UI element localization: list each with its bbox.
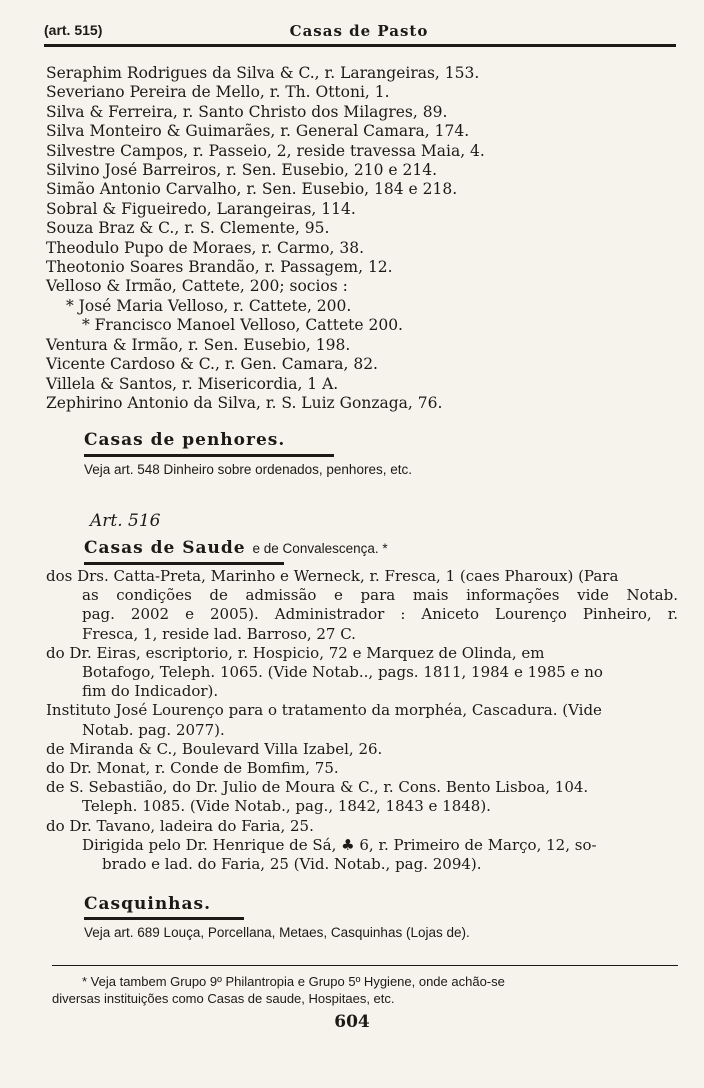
list-item-partner: * Francisco Manoel Velloso, Cattete 200. [82,316,403,335]
saude-entry-cont: Dirigida pelo Dr. Henrique de Sá, ♣ 6, r. Primeiro de Março, 12, so- [82,835,597,854]
section-note-penhores: Veja art. 548 Dinheiro sobre ordenados, penhores, etc. [84,462,412,477]
section-heading-casquinhas: Casquinhas. [84,894,212,914]
list-item: Seraphim Rodrigues da Silva & C., r. Larangeiras, 153. [46,64,480,82]
article-number: Art. 516 [90,511,161,531]
saude-entry-l1: Instituto José Lourenço para o tratamento da morphéa, Cascadura. (Vide [46,701,602,720]
section-rule [84,454,334,457]
section-rule [84,917,244,920]
list-item: Theotonio Soares Brandão, r. Passagem, 12. [46,258,393,277]
list-item: Theodulo Pupo de Moraes, r. Carmo, 38. [46,238,364,257]
list-item: Severiano Pereira de Mello, r. Th. Ottoni, 1. [46,83,390,102]
footnote [52,974,682,1007]
saude-entry-l1: dos Drs. Catta-Preta, Marinho e Werneck, r. Fresca, 1 (caes Pharoux) (Para [46,567,619,585]
section-heading-saude [84,538,388,558]
list-item: Simão Antonio Carvalho, r. Sen. Eusebio, 184 e 218. [46,180,458,199]
article-reference: (art. 515) [44,22,103,38]
section-rule [84,562,284,565]
section-note-casquinhas: Veja art. 689 Louça, Porcellana, Metaes, Casquinhas (Lojas de). [84,925,470,940]
list-item: Villela & Santos, r. Misericordia, 1 A. [46,374,339,393]
page-number: 604 [334,1012,370,1032]
saude-entry-l1: de S. Sebastião, do Dr. Julio de Moura & C., r. Cons. Bento Lisboa, 104. [46,778,589,797]
saude-entry-l1: de Miranda & C., Boulevard Villa Izabel, 26. [46,739,383,758]
list-item-partner: * José Maria Velloso, r. Cattete, 200. [66,296,352,315]
page-title: Casas de Pasto [289,22,429,40]
list-item: Zephirino Antonio da Silva, r. S. Luiz Gonzaga, 76. [46,393,443,412]
footnote-line: diversas instituições como Casas de saude, Hospitaes, etc. [52,990,395,1006]
section-heading-saude-title: Casas de Saude [84,538,246,558]
saude-entry-cont: fim do Indicador). [82,682,219,701]
footnote-line: * Veja tambem Grupo 9º Philantropia e Grupo 5º Hygiene, onde achão-se [82,974,505,989]
saude-entry-l1: do Dr. Tavano, ladeira do Faria, 25. [46,816,314,835]
list-item: Souza Braz & C., r. S. Clemente, 95. [46,219,330,238]
entries-list [46,64,676,413]
saude-entry-cont: Botafogo, Teleph. 1065. (Vide Notab.., pags. 1811, 1984 e 1985 e no [82,663,603,682]
list-item: Vicente Cardoso & C., r. Gen. Camara, 82. [46,355,378,374]
saude-entry-l1: do Dr. Monat, r. Conde de Bomfim, 75. [46,759,339,778]
list-item: Velloso & Irmão, Cattete, 200; socios : [46,277,348,296]
list-item: Silva Monteiro & Guimarães, r. General Camara, 174. [46,122,470,141]
section-heading-saude-subtitle: e de Convalescença. * [252,541,388,556]
list-item: Silva & Ferreira, r. Santo Christo dos Milagres, 89. [46,102,448,121]
saude-entry-cont: as condições de admissão e para mais informações vide Notab. [82,586,678,605]
list-item: Sobral & Figueiredo, Larangeiras, 114. [46,199,356,218]
saude-entry-l1: do Dr. Eiras, escriptorio, r. Hospicio, 72 e Marquez de Olinda, em [46,643,545,662]
list-item: Silvestre Campos, r. Passeio, 2, reside travessa Maia, 4. [46,141,485,160]
footnote-rule [52,965,678,966]
saude-entry-cont: pag. 2002 e 2005). Administrador : Aniceto Lourenço Pinheiro, r. [82,605,678,624]
header-rule [44,44,676,47]
page-header [44,22,674,44]
saude-entry-cont: Notab. pag. 2077). [82,720,225,739]
saude-entry-cont: Teleph. 1085. (Vide Notab., pag., 1842, 1843 e 1848). [82,797,491,816]
list-item: Ventura & Irmão, r. Sen. Eusebio, 198. [46,335,351,354]
saude-entries [46,567,678,874]
section-heading-penhores: Casas de penhores. [84,430,286,450]
saude-entry-cont: brado e lad. do Faria, 25 (Vid. Notab., pag. 2094). [102,855,482,874]
list-item: Silvino José Barreiros, r. Sen. Eusebio, 210 e 214. [46,161,438,180]
saude-entry-cont: Fresca, 1, reside lad. Barroso, 27 C. [82,624,356,643]
